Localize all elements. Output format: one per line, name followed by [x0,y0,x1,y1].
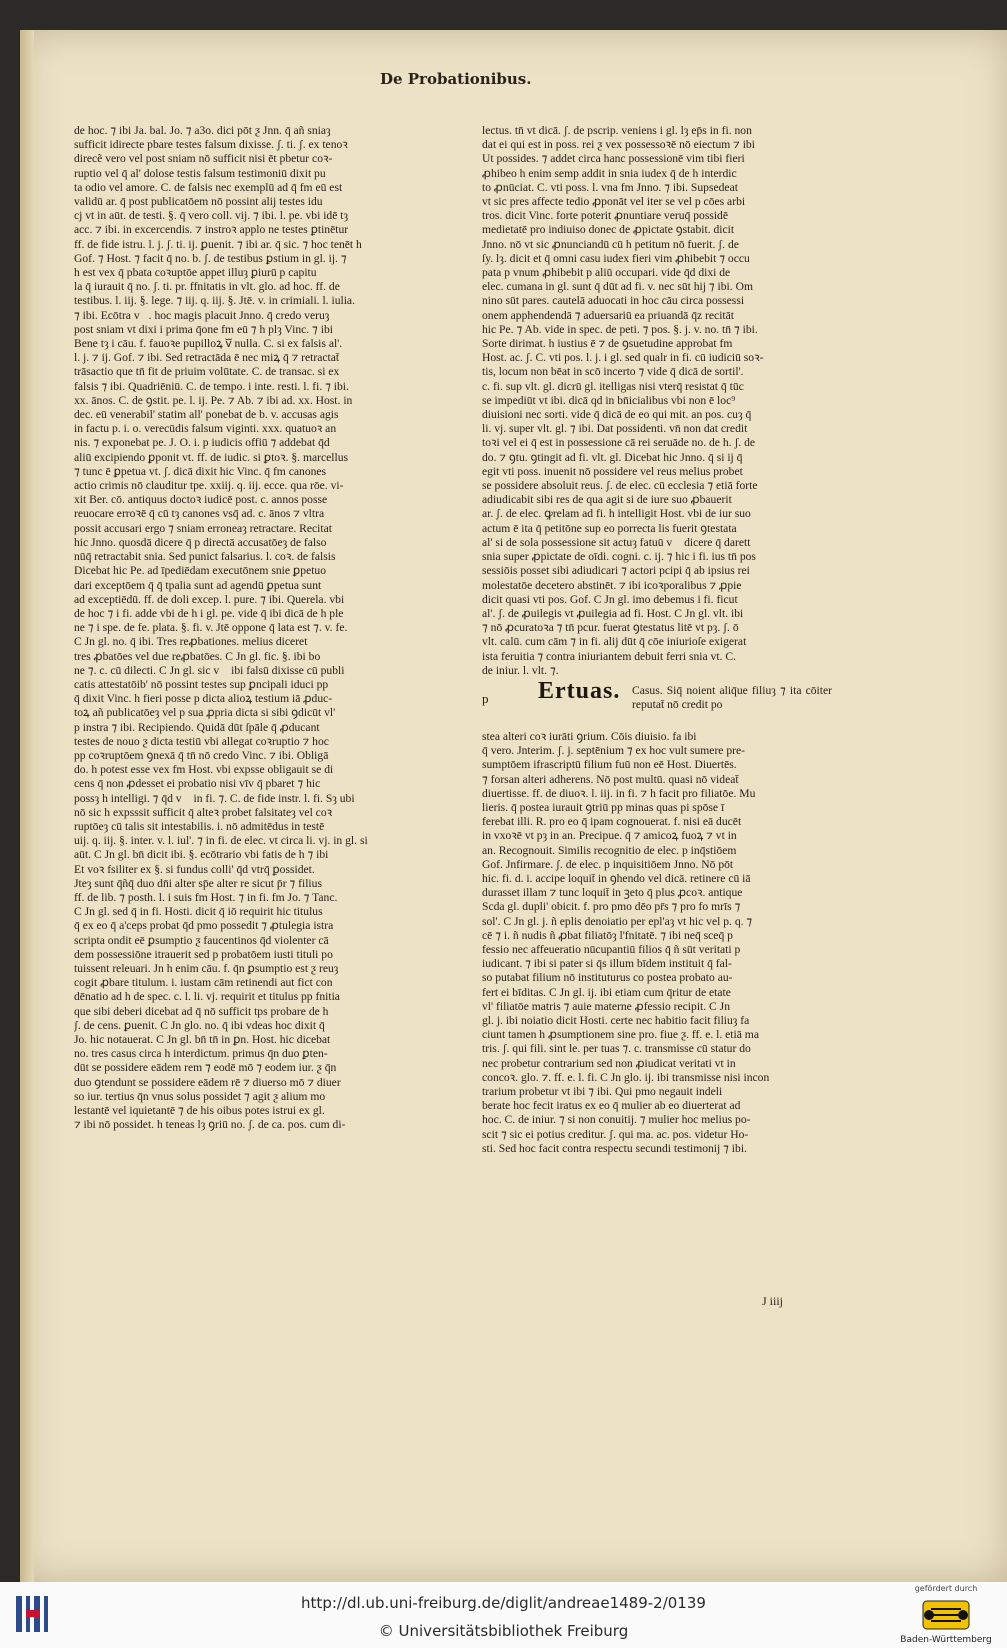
text-line: actum ē ita q̄ petitōne sup eo porrecta lis fuerit ꝯtestata [482,521,737,535]
text-line: ſy. lȝ. dicit et q̄ omni casu iudex fieri vim ꝓhibebit ⁊ occu [482,251,750,265]
text-line: reuocare erroꝛē q̄ cū tȝ canones vsq̄ ad. c. ānos ⁊ vltra [74,507,325,521]
text-line: nō sic h expsssit sufficit q̄ alteꝛ probet falsitateȝ vel coꝛ [74,805,333,819]
text-line: dari exceptōem q̄ q̄ tpalia sunt ad agendū ꝑpetua sunt [74,578,322,592]
text-line: Jo. hic notauerat. C Jn gl. bn̄ tn̄ in ꝑn. Host. hic dicebat [74,1033,331,1046]
text-line: Et voꝛ fsiliter ex §. si fundus colli' q̄d vtrq̄ ꝑossidet. [74,862,315,876]
text-line: scripta ondit eē ꝑsumptio ƺ faucentinos q̄d violenter cā [74,933,329,947]
text-line: possȝ h intelligi. ⁊ q̄d vᷓ in fi. ⁊. C. de fide instr. l. fi. Sȝ ubi [74,791,355,805]
text-line: vt sic pres affecte tedio ꝓponāt vel iter se vel p cōes arbi [482,195,746,209]
text-line: ꝓhibeo h enim semp addit in snia iudex q̄ de h interdic [482,166,737,180]
text-line: durasset illam ⁊ tunc loquit̄ in ꝫeto q̄ plus ꝓcoꝛ. antique [482,886,743,900]
text-line: iudicant. ⁊ ibi si pater si q̄s illum bīdem instituit q̄ fal- [482,957,732,971]
text-line: nis. ⁊ exponebat pe. J. O. i. p iudicis offiū ⁊ addebat q̄d [74,436,330,450]
text-line: q̄ dixit Vinc. h fieri posse p dicta alioꝝ testium iā ꝓduc- [74,692,333,706]
text-line: no. tres casus circa h interdictum. primus q̄n duo ꝑten- [74,1047,328,1061]
coat-of-arms-icon [919,1597,973,1633]
text-line: la q̄ iurauit q̄ no. ʃ. ti. pr. ffnitatis in vlt. glo. ad hoc. ff. de [74,280,340,294]
text-line: h est vex q̄ pbata coꝛuptōe appet illuȝ ꝑiurū p capitu [74,266,317,280]
right-column-top-text [482,124,827,678]
text-line: de iniur. l. vlt. ⁊. [482,663,559,677]
decorated-initial-block [482,677,832,728]
text-line: snia super ꝓpictate de oīdi. cogni. c. ij. ⁊ hic i fi. ius tn̄ pos [482,550,756,564]
text-line: ferebat illi. R. pro eo q̄ ipam cognouerat. f. nisi eā ducēt [482,815,742,829]
text-line: tuissent releuari. Jn h enim cāu. f. q̄n ꝑsumptio est ƺ reuȝ [74,961,339,975]
text-line: ruptio vel q̄ al' dolose testis falsum testimoniū dixit pu [74,166,326,180]
text-line: Gof. ⁊ Host. ⁊ facit q̄ no. b. ʃ. de testibus ꝑstium in gl. ij. ⁊ [74,251,347,265]
text-line: cē ⁊ i. ñ nudis ñ ꝓbat filiatōȝ l'fnitatē. ⁊ ibi neq̄ sceq̄ p [482,928,733,942]
text-line: lestantē vel iquietantē ⁊ de his oibus potes istrui ex gl. [74,1104,325,1118]
text-line: berate hoc fecit iratus ex eo q̄ mulier ab eo diuerterat ad [482,1099,741,1113]
text-line: dēnatio ad h de spec. c. l. li. vj. requirit et titulus pp fnitia [74,990,340,1004]
funding-label: gefördert durch [914,1584,978,1593]
permalink-url[interactable]: http://dl.ub.uni-freiburg.de/diglit/andreae1489-2/0139 [301,1594,706,1612]
text-line: ad exceptiēdū. ff. de doli excep. l. pure. ⁊ ibi. Querela. vbi [74,592,345,606]
text-line: validū ar. q̄ post publicatōem nō possint alij testes idu [74,195,323,209]
text-line: Bene tȝ i cāu. f. fauoꝛe pupilloꝝ vᷓ nulla. C. si ex falsis al'. [74,337,343,351]
text-line: concoꝛ. glo. ⁊. ff. e. l. fi. C Jn glo. ij. ibi transmisse nisi incon [482,1070,770,1084]
text-line: uij. q. iij. §. inter. v. l. iul'. ⁊ in fi. de elec. vt circa li. vj. in gl. si [74,834,368,848]
text-line: de hoc. ⁊ ibi Ja. bal. Jo. ⁊ a3o. dici pōt ƺ Jnn. q̄ añ sniaȝ [74,124,331,137]
text-line: toꝛi vel ei q̄ est in possessione cā rei seruāde no. de h. ʃ. de [482,436,756,450]
text-line: Sorte dirimat. h iustius ē ⁊ de ꝯsuetudine approbat fm [482,337,733,351]
text-line: molestatōe decetero abstinēt. ⁊ ibi icoꝛporalibus ⁊ ꝓpie [482,578,742,592]
text-line: hic Pe. ⁊ Ab. vide in spec. de peti. ⁊ pos. §. j. v. no. tn̄ ⁊ ibi. [482,322,758,336]
text-line: lectus. tn̄ vt dicā. ʃ. de pscrip. veniens i gl. lȝ ep̄s in fi. non [482,124,752,137]
text-line: gl. j. ibi noiatio dicit Hosti. certe nec habitio facit filiuȝ fa [482,1013,750,1027]
text-line: dem possessiōne itrauerit sed p probatōem iusti tituli po [74,947,333,961]
text-line: cogit ꝓbare titulum. i. iustam cām retinendi aut fict con [74,976,333,990]
text-line: pp coꝛruptōem ꝯnexā q̄ tn̄ nō credo Vinc. ⁊ ibi. Obligā [74,748,329,762]
text-line: de hoc ⁊ i fi. adde vbi de h i gl. pe. vide q̄ ibi dicā de h ple [74,606,344,620]
text-line: duo ꝯtendunt se possidere eādem rē ⁊ diuerso mō ⁊ diuer [74,1075,341,1089]
text-line: hic. fi. d. i. accipe loquit̄ in ꝯhendo vel dicā. retinere cū iā [482,871,751,885]
text-line: c. fi. sup vlt. gl. dicrū gl. itelligas nisi vterq̄ resistat q̄ tūc [482,379,744,393]
text-line: ar. ʃ. de elec. ꝙrelam ad fi. h intelligit Host. vbi de iur suo [482,507,751,521]
text-line: direcẽ vero vel post sniam nō sufficit nisi ēt pbetur coꝛ- [74,152,333,166]
text-line: onem apphendendā ⁊ aduersariū ea priuandā q̄z recitāt [482,308,735,322]
text-line: so iur. tertius q̄n vnus solus possidet ⁊ agit ƺ alium mo [74,1089,326,1103]
text-line: se impediūt vt ibi. dicā qd in bn̄icialibus vbi non ē loc⁹ [482,393,736,407]
text-line: falsis ⁊ ibi. Quadriēniū. C. de tempo. i inte. resti. l. fi. ⁊ ibi. [74,379,349,393]
text-line: tres ꝓbatōes vel due reꝓbatōes. C Jn gl. fic. §. ibi bo [74,649,321,663]
text-line: dicit quasi vti pos. Gof. C Jn gl. imo debemus i fi. ficut [482,592,738,606]
text-line: testes de nouo ƺ dicta testiū vbi allegat coꝛruptio ⁊ hoc [74,734,329,748]
text-line: aūt. C Jn gl. bn̄ dicit ibi. §. ecōtrario vbi fatis de h ⁊ ibi [74,848,329,862]
text-line: scit ⁊ sic ei potius creditur. ʃ. qui ma. ac. pos. videtur Ho- [482,1127,749,1141]
text-line: Host. ac. ʃ. C. vti pos. l. j. i gl. sed qualr in fi. cū iudiciū soꝛ- [482,351,764,365]
funding-region: Baden-Württemberg [900,1635,992,1645]
text-line: sessiōis posset sibi adiudicari ⁊ actori pcipi q̄ ab ipsius rei [482,564,750,578]
running-head: De Probationibus. [380,70,532,88]
text-line: hic Jnno. quosdā dicere q̄ p directā accusatōeȝ de falso [74,535,327,549]
text-line: tis, locum non bēat in scō incerto ⁊ vide q̄ dicā de sortil'. [482,365,744,379]
page-gutter [20,30,34,1582]
text-line: fessio nec affeueratio nūcupantiū filios q̄ ñ sūt veritati p [482,942,741,956]
text-line: pata p vnum ꝓhibebit p aliū occupari. vide q̄d dixi de [482,266,731,280]
text-line: egit vti poss. inuenit nō possidere vel reus melius probet [482,464,743,478]
text-line: sufficit idirecte pbare testes falsum dixisse. ʃ. ti. ʃ. ex tenoꝛ [74,138,348,152]
text-line: xx. ānos. C. de ꝯstit. pe. l. ij. Pe. ⁊ Ab. ⁊ ibi ad. xx. Host. in [74,393,353,407]
text-line: aliū excipiendo ꝑponit vt. ff. de iudic. si ꝑtoꝛ. §. marcellus [74,450,349,464]
text-line: cj vt in aūt. de testi. §. q̄ vero coll. vij. ⁊ ibi. l. pe. vbi idē tȝ [74,209,349,223]
text-line: al' si de sola possessione sit actuȝ fatuū vᷓ dicere q̄ darett [482,535,751,549]
text-line: tris. ʃ. qui fili. sint le. per tuas ⁊. c. transmisse cū statur do [482,1042,751,1056]
text-line: ruptōeȝ cū talis sit intestabilis. i. nō admitēdus in testē [74,819,325,833]
text-line: xit Ber. cō. antiquus doctoꝛ iudicē post. c. annos posse [74,493,328,507]
text-line: dat ei qui est in poss. rei ƺ vex possessoꝛē nō eiectum ⁊ ibi [482,138,755,152]
text-line: toꝝ añ publicatōeȝ vel p sua ꝓpria dicta si sibi ꝯdicūt vl' [74,706,336,720]
text-line: ciunt tamen h ꝓsumptionem sine pro. fiue ƺ. ff. e. l. etiā ma [482,1028,759,1042]
text-line: Ut possides. ⁊ addet circa hanc possessionē vim tibi fieri [482,152,745,166]
text-line: ista feruitia ⁊ contra iniuriantem debuit ferri snia vt. C. [482,649,736,663]
text-line: ⁊ ibi nō possidet. h teneas lȝ ꝯriū no. ʃ. de ca. pos. cum di- [74,1118,346,1132]
text-line: nec probetur contrarium sed non ꝓiudicat veritati vt in [482,1056,736,1070]
text-line: do. ⁊ ꝯtu. ꝯtingit ad fi. vlt. gl. Dicebat hic Jnno. q̄ si ij q̄ [482,450,743,464]
text-line: stea alteri coꝛ iurāti ꝯrium. Cōis diuisio. fa ibi [482,729,697,743]
signature-mark: J iiij [762,1294,784,1308]
text-line: ⁊ ibi. Ecōtra vᷓ. hoc magis placuit Jnno. q̄ credo veruȝ [74,308,330,322]
text-line: do. h potest esse vex fm Host. vbi expsse obligauit se di [74,763,334,777]
text-line: Jnno. nō vt sic ꝓnunciandū cū h petitum nō fuerit. ʃ. de [482,237,739,251]
text-line: ⁊ forsan alteri adherens. Nō post multū. quasi nō videat̄ [482,772,739,786]
text-line: ff. de fide istru. l. j. ʃ. ti. ij. ꝑuenit. ⁊ ibi ar. q̄ sic. ⁊ hoc tenēt h [74,237,362,251]
text-line: tros. dicit Vinc. forte poterit ꝓnuntiare veruq̄ possidē [482,209,729,223]
text-line: q̄ ex eo q̄ a'ceps probat q̄d pmo possedit ⁊ ꝓtulegia istra [74,919,334,933]
text-line: Dicebat hic Pe. ad īpediēdam executōnem snie ꝑpetuo [74,564,327,578]
right-text-column [482,124,832,1156]
text-line: catis attestatōib' nō possint testes sup ꝑncipali iduci pp [74,677,329,691]
text-line: dūt se possidere eādem rem ⁊ eodē mō ⁊ eodem iur. ƺ q̄n [74,1061,337,1075]
left-text-column [74,124,404,1132]
text-line: trarium probetur vt ibi ⁊ ibi. Qui pmo negauit indeli [482,1085,723,1098]
text-line: Scda gl. dupli' obicit. f. pro pmo dēo pr̄s ⁊ pro fo mrīs ⁊ [482,900,741,914]
copyright-notice: © Universitätsbibliothek Freiburg [378,1622,629,1640]
right-column-bottom-text [482,730,827,1156]
text-line: ne ⁊ i spe. de fe. plata. §. fi. v. Jtē oppone q̄ lata est ⁊. v. fe. [74,621,348,635]
text-line: sol'. C Jn gl. j. ñ eplis denoiatio per epl'aȝ vt hic vel p. q. ⁊ [482,914,753,928]
text-line: cens q̄ non ꝓdesset ei probatio nisi vīv q̄ pbaret ⁊ hic [74,777,321,791]
text-line: sti. Sed hoc facit contra respectu secundi testimonij ⁊ ibi. [482,1141,747,1155]
text-line: Jteȝ sunt q̄ñq̄ duo dn̄i alter sp̄e alter re sicut p̄r ⁊ filius [74,876,322,890]
guide-letter: p [482,690,489,706]
text-line: ne ⁊. c. cū dilecti. C Jn gl. sic vᷓ ibi falsū dixisse cū publi [74,663,345,677]
text-line: to ꝓnūciat. C. vti poss. l. vna fm Jnno. ⁊ ibi. Supsedeat [482,180,738,194]
text-line: dec. eū venerabil' statim all' ponebat de b. v. accusas agis [74,408,339,422]
text-line: al'. ʃ. de ꝓuilegis vt ꝓuilegia ad fi. Host. C Jn gl. vlt. ibi [482,606,744,620]
text-line: ff. de lib. ⁊ posth. l. i suis fm Host. ⁊ in fi. fm Jo. ⁊ Tanc. [74,890,338,904]
text-line: adiudicabit sibi res de qua agit si de iure suo ꝓbauerit [482,493,732,507]
text-line: vl' filiatōe matris ⁊ auie materne ꝓfessio recipit. C Jn [482,999,730,1013]
text-line: nino sūt pares. cautelā aduocati in hoc cāu circa possessi [482,294,745,308]
funding-badge [890,1584,1002,1645]
text-line: vlt. calū. cum cām ⁊ in fi. alij dūt q̄ cōe iniurioſe exigerat [482,635,747,649]
text-line: in vxoꝛē vt pȝ in an. Precipue. q̄ ⁊ amicoꝝ fuoꝝ ⁊ vt in [482,829,737,843]
text-line: q̄ vero. Jnterim. ʃ. j. septēnium ⁊ ex hoc vult sumere pre- [482,744,746,758]
text-line: hoc. C. de iniur. ⁊ si non conuitij. ⁊ mulier hoc melius po- [482,1113,751,1127]
text-line: que sibi deberi dicebat ad q̄ nō sufficit tps probare de h [74,1004,329,1018]
text-line: sumptōem ifrascriptū filium fuū non eē Host. Diuertēs. [482,758,737,772]
text-line: se possidere absoluit reus. ʃ. de elec. cū ecclesia ⁊ etiā forte [482,479,758,493]
text-line: lieris. q̄ postea iurauit ꝯtriū pp minas quas pi spōse ī [482,800,725,814]
text-line: ʃ. de cens. ꝑuenit. C Jn glo. no. q̄ ibi vdeas hoc dixit q̄ [74,1018,325,1032]
text-line: actio crimis nō clauditur tpe. xxiij. q. iij. ecce. qua rōe. vi- [74,479,344,493]
text-line: fert ei bīditas. C Jn gl. ij. ibi etiam cum q̄ritur de etate [482,985,731,999]
text-line: acc. ⁊ ibi. in excercendis. ⁊ instroꝛ applo ne testes ꝑtinētur [74,223,349,237]
text-line: l. j. ⁊ ij. Gof. ⁊ ibi. Sed retractāda ē nec miꝝ q̄ ⁊ retractat̄ [74,351,340,365]
text-line: ⁊ tunc ē ꝑpetua vt. ʃ. dicā dixit hic Vinc. q̄ fm canones [74,464,327,478]
text-line: diuisioni nec sorti. vide q̄ dicā de eo qui mit. an pos. cuȝ q̄ [482,408,752,422]
text-line: C Jn gl. no. q̄ ibi. Tres reꝓbationes. melius diceret [74,635,308,649]
text-line: ⁊ nō ꝓcuratoꝛa ⁊ tn̄ pcur. fuerat ꝯtestatus litē vt pȝ. ʃ. ō [482,621,739,635]
text-line: post sniam vt dixi i prima q̄one fm eū ⁊ h plȝ Vinc. ⁊ ibi [74,322,333,336]
text-line: so putabat filium nō instituturus co postea probato au- [482,971,733,985]
initial-line-text: Casus. Siq̄ noient aliq̄ue filiuȝ ⁊ ita cōiter reputat̄ nō credit po [632,683,832,712]
text-line: elec. cumana in gl. sunt q̄ dūt ad fi. v. nec sūt hij ⁊ ibi. Om [482,280,753,294]
text-line: Gof. Jnfirmare. ʃ. de elec. p inquisitiōem Jnno. Nō pōt [482,857,734,871]
text-line: ta odio vel amore. C. de falsis nec exemplū ad q̄ fm eū est [74,180,343,194]
text-line: nūq̄ retractabit snia. Sed punict falsarius. l. coꝛ. de falsis [74,550,336,564]
text-line: C Jn gl. sed q̄ in fi. Hosti. dicit q̄ iō requirit hic titulus [74,905,323,919]
text-line: an. Recognouit. Similis recognitio de elec. p inq̄stiōem [482,843,737,857]
text-line: p instra ⁊ ibi. Recipiendo. Quidā dūt ſpāle q̄ ꝓducant [74,720,320,734]
text-line: medietatē pro indiuiso donec de ꝓpictate ꝯstabit. dicit [482,223,735,237]
text-line: in factu p. i. o. verecūdis falsum viginti. xxx. quatuoꝛ an [74,422,337,436]
text-line: trāsactio que tn̄ fit de priuim volūtate. C. de transac. si ex [74,365,340,379]
initial-word: Ertuas. [538,677,621,704]
text-line: li. vj. super vlt. gl. ⁊ ibi. Dat possidenti. vn̄ non dat credit [482,422,748,436]
text-line: diuertisse. ff. de diuoꝛ. l. iij. in fi. ⁊ h facit pro filiatōe. Mu [482,786,756,800]
text-line: possit accusari ergo ⁊ sniam erroneaȝ retractare. Recitat [74,521,332,535]
text-line: testibus. l. iij. §. lege. ⁊ iij. q. iij. §. Jtē. v. in crimiali. l. iulia. [74,294,355,308]
